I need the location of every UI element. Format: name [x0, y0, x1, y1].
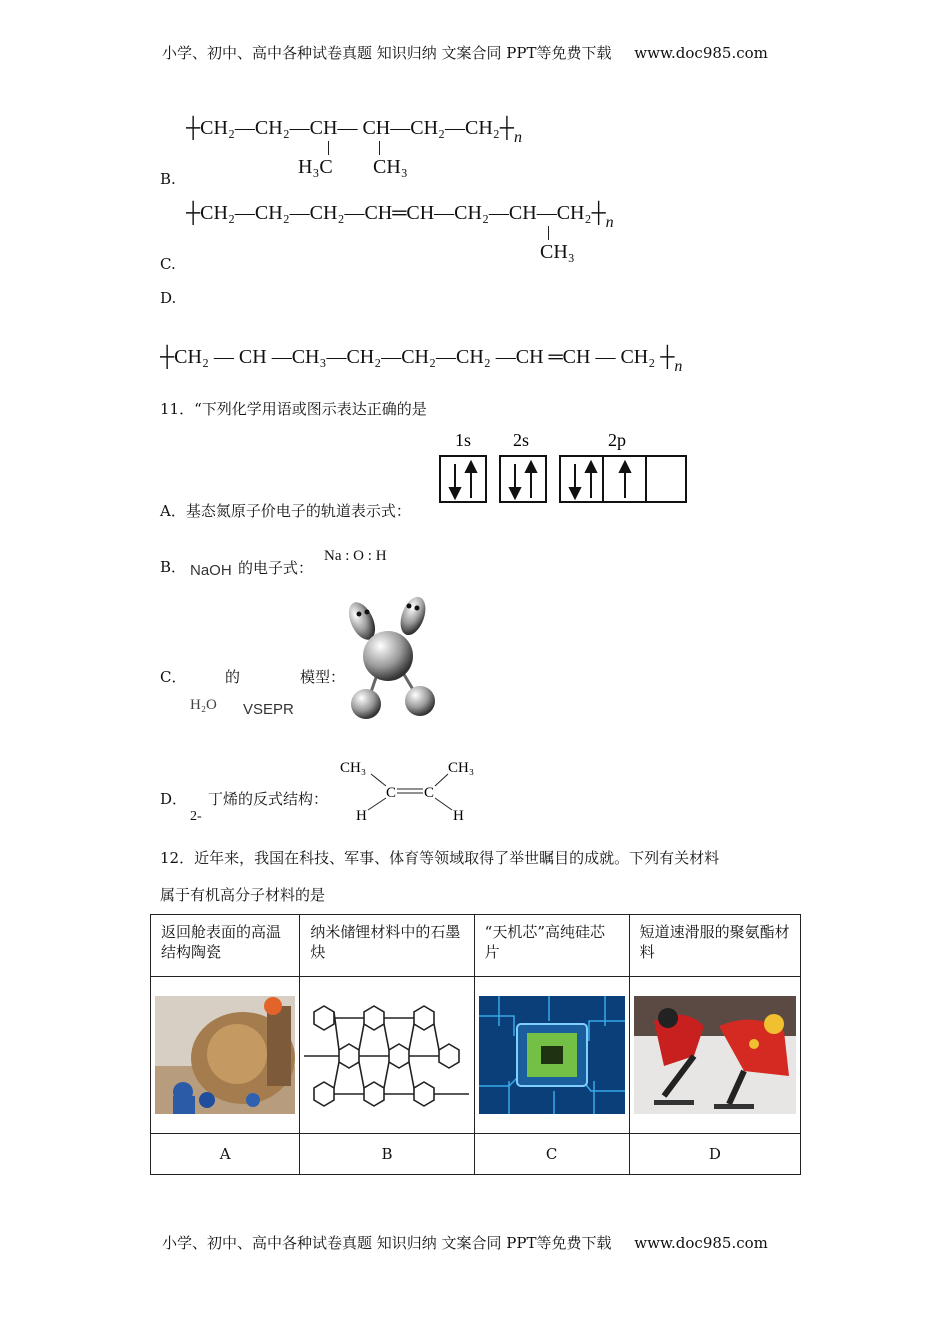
answer-b: B: [300, 1134, 474, 1175]
footer-text: 小学、初中、高中各种试卷真题 知识归纳 文案合同 PPT等免费下载: [162, 1234, 612, 1252]
orbital-box-2s: [500, 456, 546, 502]
image-cell-d: [629, 977, 800, 1134]
q10-b-sub2: CH₃: [373, 156, 408, 178]
capsule-photo: [155, 996, 295, 1114]
image-cell-b: [300, 977, 474, 1134]
orbital-box-1s: [440, 456, 486, 502]
header-text: 小学、初中、高中各种试卷真题 知识归纳 文案合同 PPT等免费下载: [162, 44, 612, 62]
image-cell-c: [474, 977, 629, 1134]
vsepr-model-svg: [340, 596, 445, 722]
q12-stem-line2: 属于有机高分子材料的是: [160, 886, 326, 904]
ch3-left: CH₃: [340, 760, 367, 776]
orbital-label-2p: 2p: [608, 430, 626, 450]
trans-butene-svg: [335, 756, 485, 824]
h-right: H: [453, 808, 464, 824]
q11-option-b: B．: [160, 558, 187, 576]
naoh-formula: NaOH: [190, 562, 232, 579]
answer-d: D: [629, 1134, 800, 1175]
q10-c-sub: CH₃: [540, 241, 575, 263]
h-left: H: [356, 808, 367, 824]
carbon-left: C: [386, 785, 397, 801]
q10-b-sub1: H₃C: [298, 156, 333, 178]
q10-b-chain: ┼CH₂—CH₂—CH— $CH—CH_2—CH_2┼_n$: [186, 117, 522, 146]
desc-b: 纳米储锂材料中的石墨炔: [300, 915, 474, 977]
q11-option-d: D．: [160, 790, 188, 808]
q11-b-text: 的电子式：: [238, 559, 314, 577]
page-footer: [162, 1232, 768, 1253]
skater-photo: [634, 996, 796, 1114]
orbital-label-1s: 1s: [455, 430, 472, 450]
q11-c-model: 模型：: [300, 668, 346, 686]
footer-url: www.doc985.com: [634, 1234, 768, 1252]
q10-option-c: C.: [160, 255, 176, 273]
q11-option-a: A．基态氮原子价电子的轨道表示式：: [160, 502, 411, 520]
graphdiyne-structure: [304, 996, 469, 1114]
q10-option-d: D.: [160, 289, 177, 307]
q11-option-c: C．: [160, 668, 187, 686]
q10-c-bond: [548, 226, 549, 240]
q11-d-text: 丁烯的反式结构：: [208, 790, 329, 808]
answer-c: C: [474, 1134, 629, 1175]
q11-c-de: 的: [225, 668, 241, 686]
image-cell-a: [151, 977, 300, 1134]
q10-d-chain: ┼CH₂ — CH —CH₃—CH₂—CH₂—CH₂ —CH ═CH — CH₂ $┼_n$: [160, 346, 683, 375]
orbital-label-2s: 2s: [513, 430, 530, 450]
vsepr-label: VSEPR: [243, 701, 294, 718]
q11-d-prefix: 2-: [190, 809, 202, 824]
desc-d: 短道速滑服的聚氨酯材料: [629, 915, 800, 977]
q12-stem-line1: 12．近年来，我国在科技、军事、体育等领域取得了举世瞩目的成就。下列有关材料: [160, 849, 720, 867]
q11-stem: 11．“下列化学用语或图示表达正确的是: [160, 400, 427, 418]
chip-photo: [479, 996, 625, 1114]
desc-c: “天机芯”高纯硅芯片: [474, 915, 629, 977]
q10-option-b: B.: [160, 170, 176, 188]
orbital-svg: [438, 426, 698, 508]
electron-formula: Na : O : H: [324, 548, 387, 564]
trans-butene-structure: [335, 756, 485, 824]
q10-c-chain: $┼CH_2—CH_2—CH_2—CH═CH—CH_2—CH—CH_2┼_n$: [186, 202, 614, 231]
ch3-right: CH₃: [448, 760, 475, 776]
vsepr-model: [340, 596, 445, 722]
h2o-formula: H₂O: [190, 697, 217, 713]
orbital-diagram: [438, 426, 698, 508]
page-header: [162, 42, 768, 63]
header-url: www.doc985.com: [634, 44, 768, 62]
materials-table: [150, 914, 801, 1175]
carbon-right: C: [424, 785, 435, 801]
desc-a: 返回舱表面的高温结构陶瓷: [151, 915, 300, 977]
answer-a: A: [151, 1134, 300, 1175]
orbital-box-2p: [560, 456, 686, 502]
